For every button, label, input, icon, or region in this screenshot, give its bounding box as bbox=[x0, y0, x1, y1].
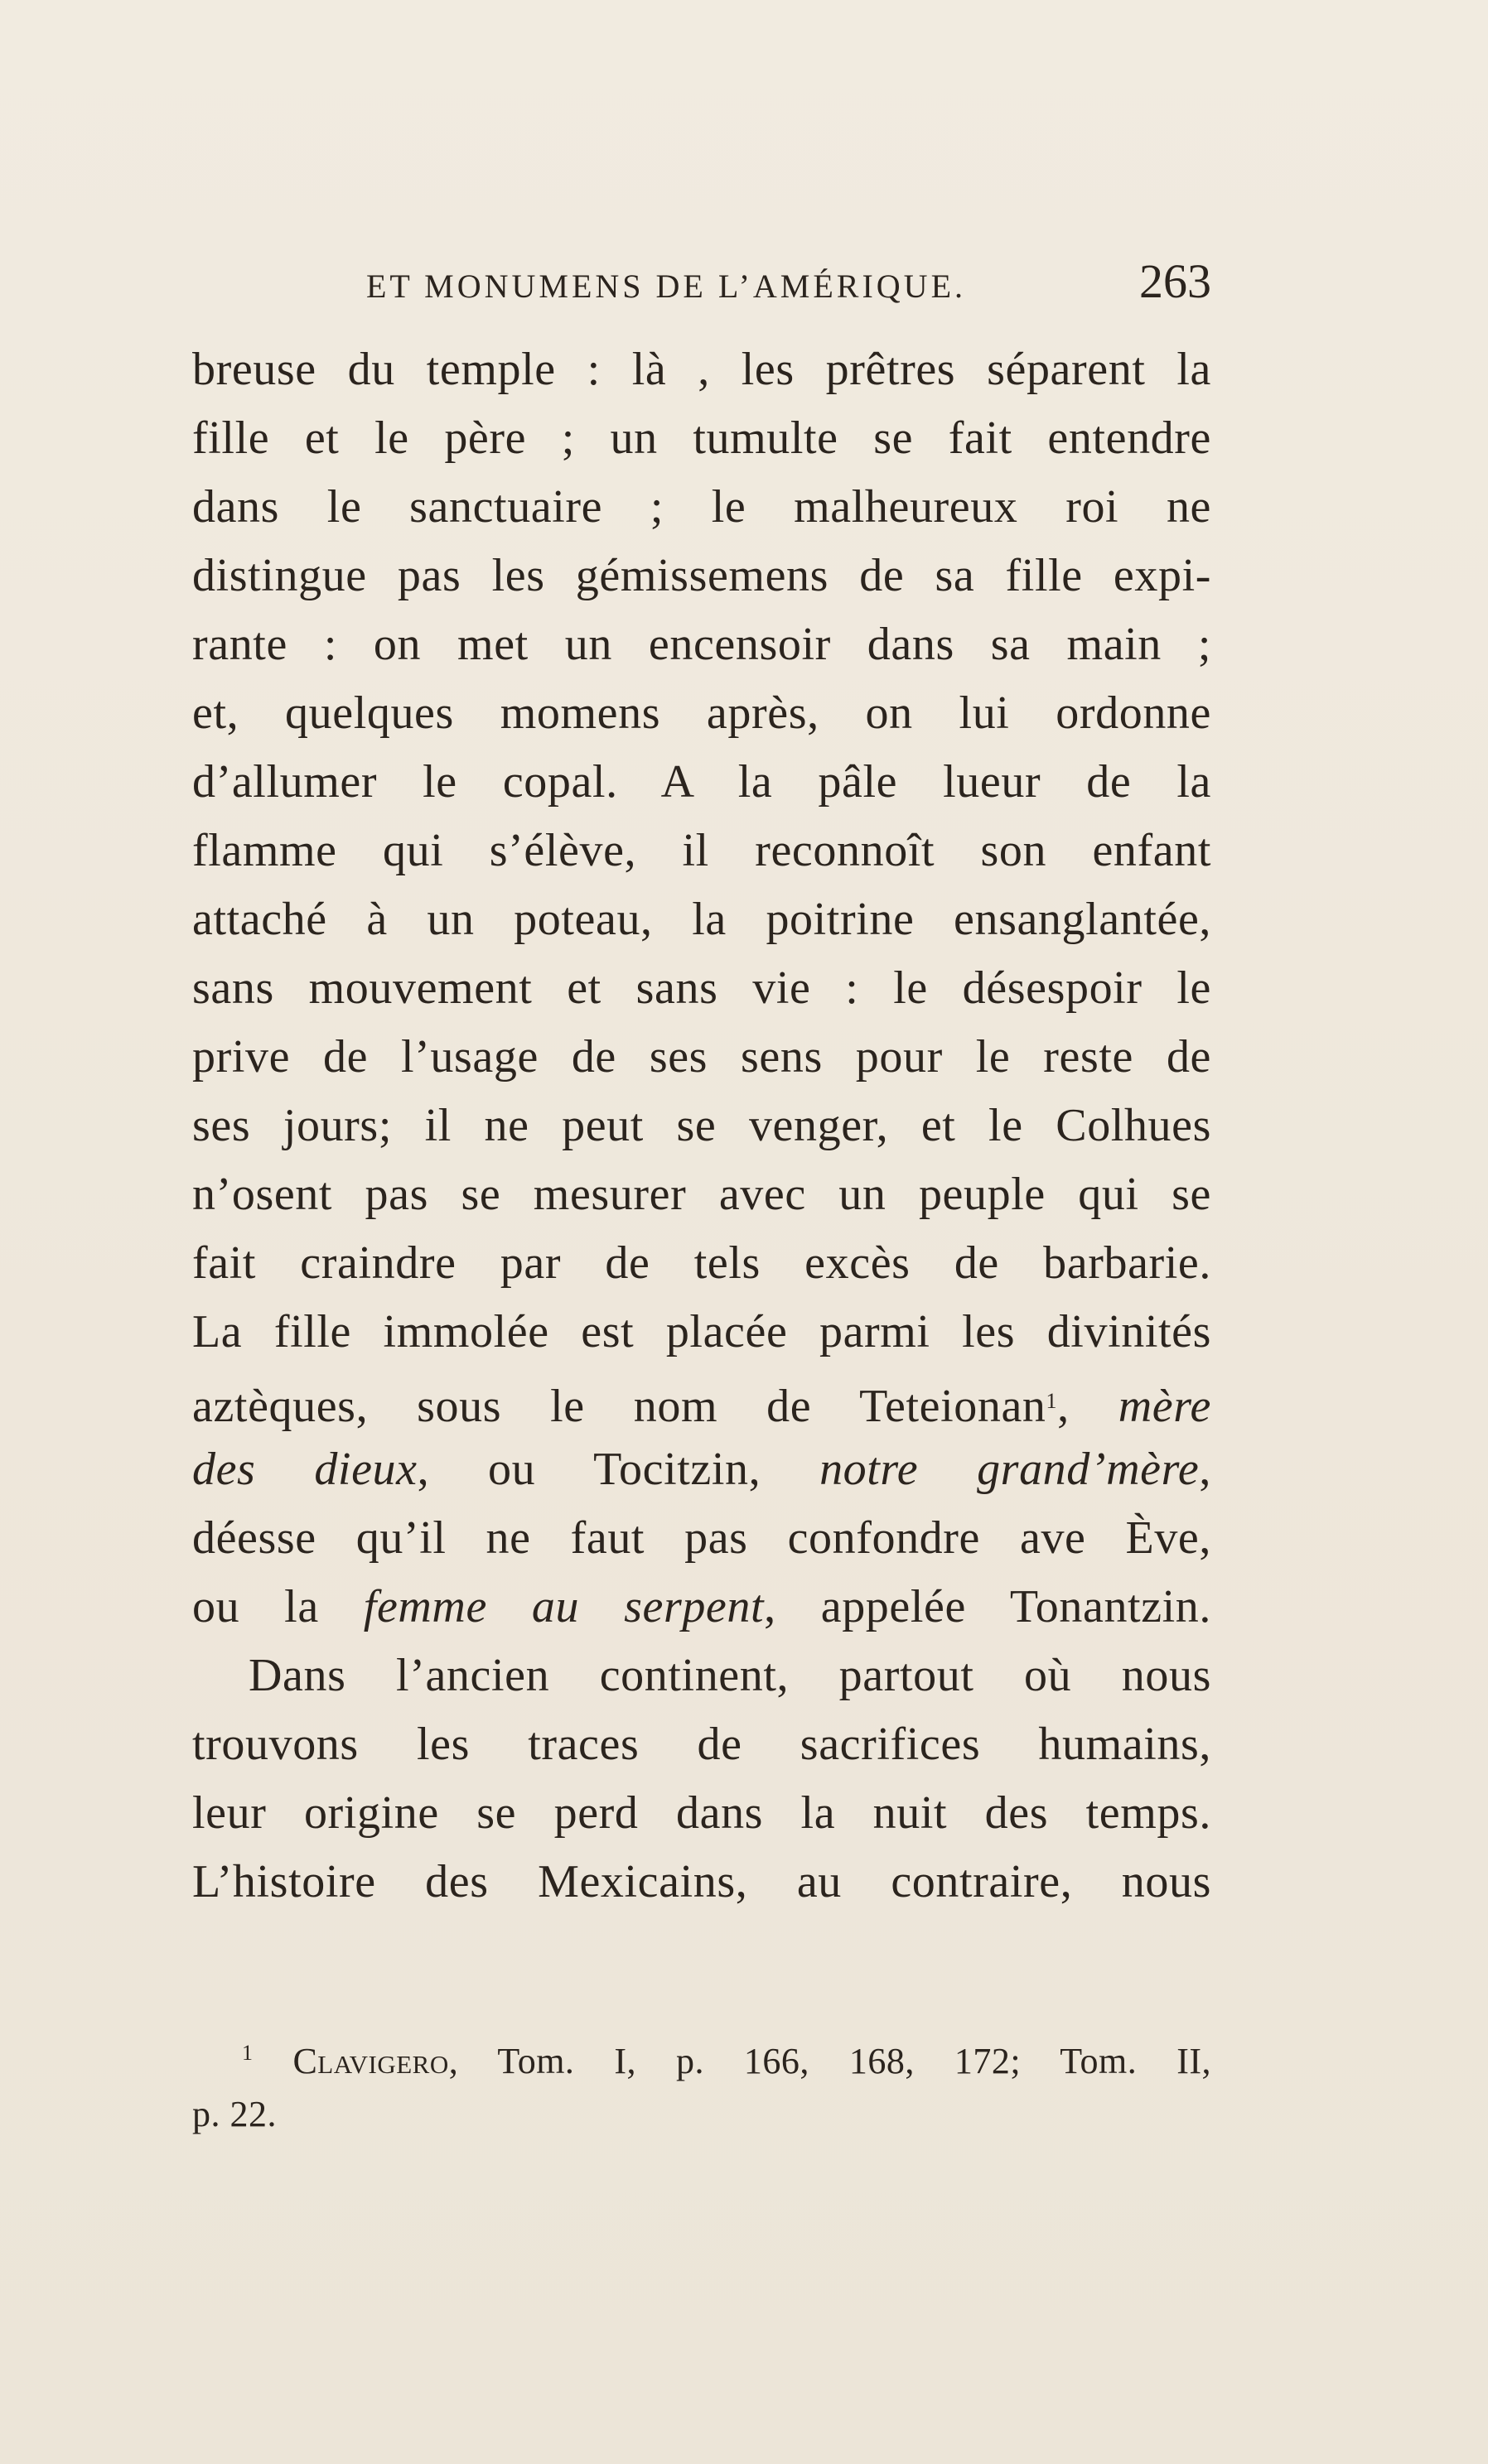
text-line: trouvons les traces de sacrifices humains, bbox=[192, 1719, 1211, 1770]
running-title: ET MONUMENS DE L’AMÉRIQUE. bbox=[366, 268, 966, 305]
text-line: ses jours; il ne peut se venger, et le Colhues bbox=[192, 1100, 1211, 1151]
text-segment: aztèques, sous le nom de Teteionan bbox=[192, 1381, 1046, 1432]
text-line: déesse qu’il ne faut pas confondre ave Ève, bbox=[192, 1512, 1211, 1564]
text-line: fille et le père ; un tumulte se fait entendre bbox=[192, 412, 1211, 464]
text-segment: , bbox=[1057, 1381, 1118, 1432]
text-line bbox=[192, 1573, 1211, 1642]
text-line: prive de l’usage de ses sens pour le reste de bbox=[192, 1031, 1211, 1083]
italic-text: femme au serpent bbox=[363, 1581, 765, 1632]
text-line: sans mouvement et sans vie : le désespoir le bbox=[192, 962, 1211, 1014]
footnote-author: Clavigero bbox=[292, 2041, 449, 2081]
footnote-line: p. 22. bbox=[192, 2094, 277, 2134]
body-text bbox=[192, 335, 1211, 1917]
footnote-citation: , Tom. I, p. 166, 168, 172; Tom. II, bbox=[448, 2041, 1211, 2081]
text-line: d’allumer le copal. A la pâle lueur de la bbox=[192, 756, 1211, 808]
footnote-marker: 1 bbox=[242, 2041, 254, 2065]
text-line: dans le sanctuaire ; le malheureux roi ne bbox=[192, 481, 1211, 533]
text-line: n’osent pas se mesurer avec un peuple qui se bbox=[192, 1169, 1211, 1220]
text-line: attaché à un poteau, la poitrine ensanglantée, bbox=[192, 894, 1211, 945]
text-line: La fille immolée est placée parmi les divinités bbox=[192, 1306, 1211, 1357]
text-line: leur origine se perd dans la nuit des temps. bbox=[192, 1787, 1211, 1839]
text-segment: , appelée Tonantzin. bbox=[764, 1581, 1212, 1632]
text-segment: ou la bbox=[192, 1581, 364, 1632]
italic-text: notre grand’mère bbox=[819, 1444, 1200, 1495]
text-line: breuse du temple : là , les prêtres séparent la bbox=[192, 344, 1211, 395]
italic-text: mère bbox=[1118, 1381, 1211, 1432]
page-number: 263 bbox=[1139, 254, 1211, 308]
italic-text: des dieux bbox=[192, 1444, 418, 1495]
text-line: et, quelques momens après, on lui ordonne bbox=[192, 687, 1211, 739]
footnote-reference: 1 bbox=[1046, 1389, 1058, 1413]
paragraph-start-line: Dans l’ancien continent, partout où nous bbox=[249, 1650, 1211, 1701]
text-line: L’histoire des Mexicains, au contraire, nous bbox=[192, 1856, 1211, 1907]
footnote bbox=[192, 2023, 1211, 2145]
text-segment: , bbox=[1199, 1444, 1211, 1495]
text-line: fait craindre par de tels excès de barbarie. bbox=[192, 1237, 1211, 1289]
text-line bbox=[192, 1435, 1211, 1504]
text-segment: , ou Tocitzin, bbox=[417, 1444, 820, 1495]
running-head bbox=[192, 254, 1211, 311]
text-line: flamme qui s’élève, il reconnoît son enfant bbox=[192, 825, 1211, 876]
text-line: rante : on met un encensoir dans sa main ; bbox=[192, 619, 1211, 670]
text-line: distingue pas les gémissemens de sa fille expi- bbox=[192, 550, 1211, 601]
footnote-line bbox=[192, 2023, 1211, 2084]
text-line bbox=[192, 1367, 1211, 1435]
